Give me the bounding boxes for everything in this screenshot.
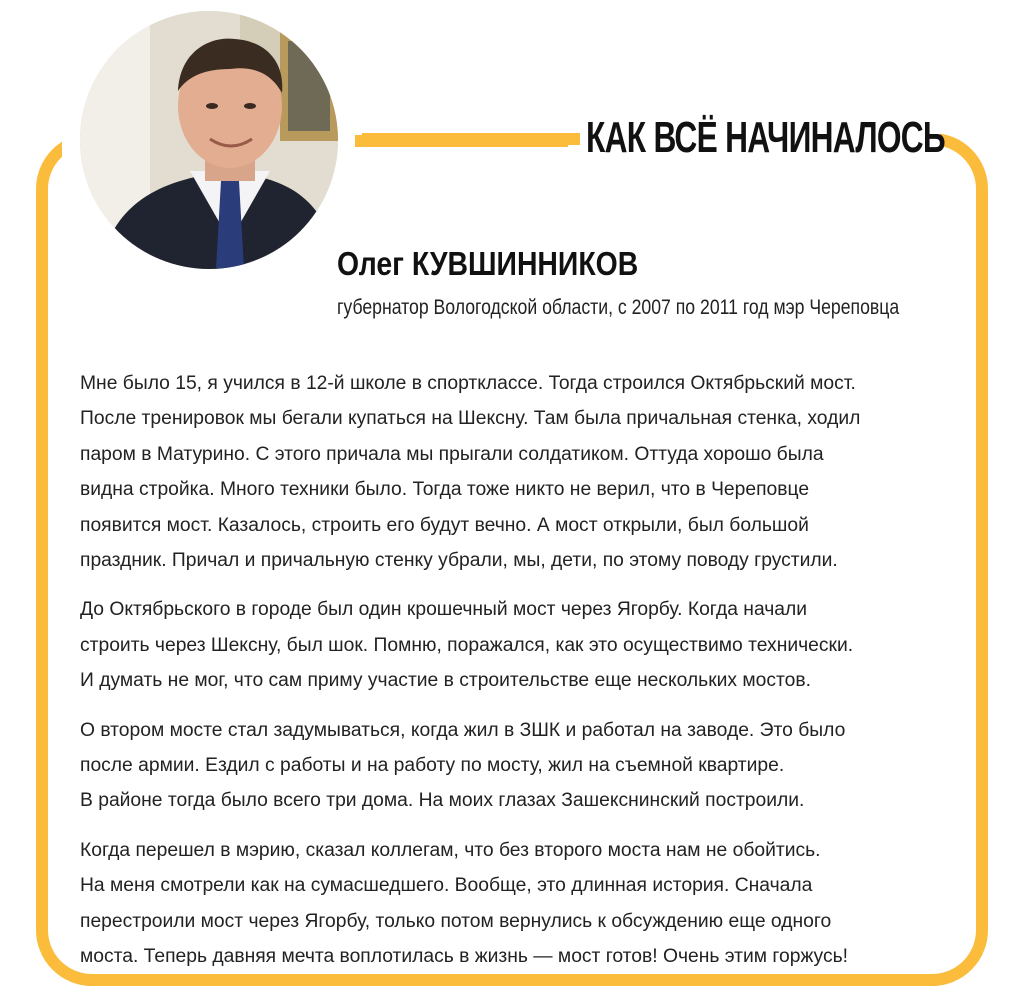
text-line: До Октябрьского в городе был один крошечный мост через Ягорбу. Когда начали [80,599,808,621]
text-line: После тренировок мы бегали купаться на Шексну. Там была причальная стенка, ходил [80,408,861,430]
text-line: видна стройка. Много техники было. Тогда тоже никто не верил, что в Череповце [80,479,810,501]
text-line: В районе тогда было всего три дома. На моих глазах Зашекснинский построили. [80,790,805,812]
text-line: моста. Теперь давняя мечта воплотилась в жизнь — мост готов! Очень этим горжусь! [80,946,849,968]
portrait-illustration [80,11,338,269]
text-line: появится мост. Казалось, строить его будут вечно. А мост открыли, был большой [80,514,809,536]
paragraph [80,366,980,578]
accent-bar [355,135,568,147]
text-line: О втором мосте стал задумываться, когда жил в ЗШК и работал на заводе. Это было [80,719,846,741]
text-line: после армии. Ездил с работы и на работу по мосту, жил на съемной квартире. [80,755,785,777]
text-line: Мне было 15, я учился в 12-й школе в спортклассе. Тогда строился Октябрьский мост. [80,373,856,394]
text-line: На меня смотрели как на сумасшедшего. Вообще, это длинная история. Сначала [80,875,813,897]
text-line: праздник. Причал и причальную стенку убрали, мы, дети, по этому поводу грустили. [80,550,838,572]
person-name: Олег КУВШИННИКОВ [337,245,639,282]
portrait-photo [80,11,338,269]
text-line: И думать не мог, что сам приму участие в строительстве еще нескольких мостов. [80,670,811,692]
paragraph [80,833,980,975]
text-line: паром в Матурино. С этого причала мы прыгали солдатиком. Оттуда хорошо была [80,443,824,465]
paragraph [80,592,980,698]
text-line: перестроили мост через Ягорбу, только потом вернулись к обсуждению еще одного [80,910,832,932]
paragraph [80,713,980,819]
article-body [80,366,980,989]
text-line: Когда перешел в мэрию, сказал коллегам, что без второго моста нам не обойтись. [80,839,821,861]
text-line: строить через Шексну, был шок. Помню, поражался, как это осуществимо технически. [80,634,854,656]
person-role: губернатор Вологодской области, с 2007 по 2011 год мэр Череповца [337,296,900,319]
section-heading: КАК ВСЁ НАЧИНАЛОСЬ [586,113,945,162]
